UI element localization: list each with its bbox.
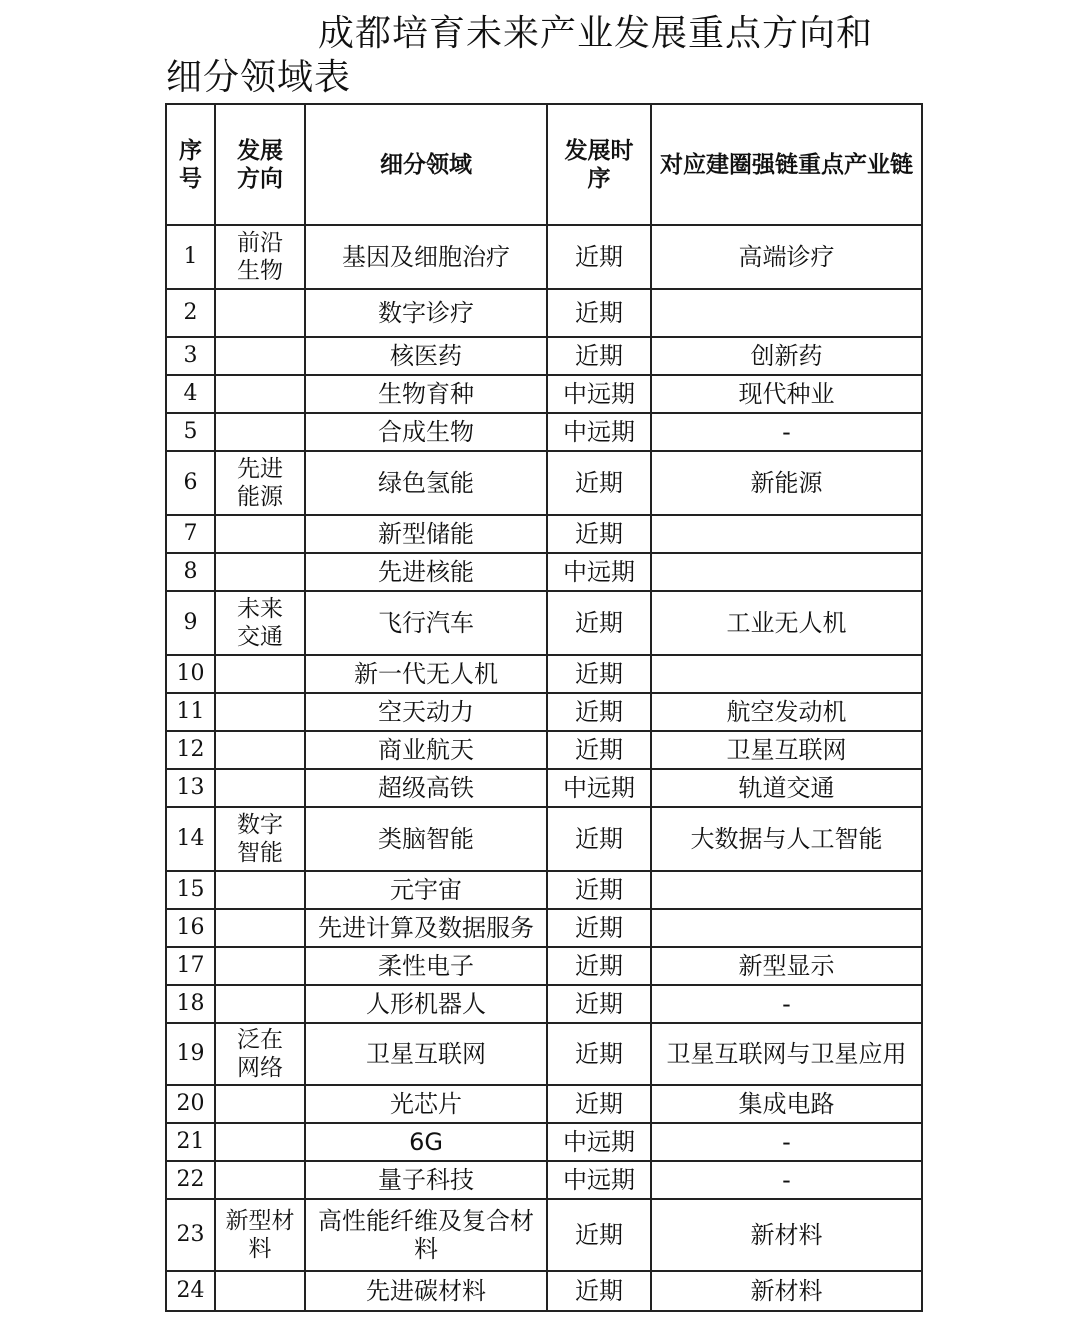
cell-field: 人形机器人 [305, 985, 547, 1023]
table-row [166, 413, 922, 451]
cell-chain [651, 655, 922, 693]
cell-period: 近期 [547, 591, 651, 655]
cell-chain: 大数据与人工智能 [651, 807, 922, 871]
cell-period: 近期 [547, 1085, 651, 1123]
cell-chain: 航空发动机 [651, 693, 922, 731]
table-row [166, 591, 922, 655]
cell-index: 22 [166, 1161, 215, 1199]
table-row [166, 731, 922, 769]
table-row [166, 1123, 922, 1161]
cell-direction: 先进能源 [215, 451, 305, 515]
table-row [166, 871, 922, 909]
table-row [166, 655, 922, 693]
cell-direction [215, 871, 305, 909]
cell-direction [215, 1161, 305, 1199]
cell-index: 20 [166, 1085, 215, 1123]
cell-chain: - [651, 1123, 922, 1161]
cell-period: 近期 [547, 289, 651, 337]
cell-period: 近期 [547, 909, 651, 947]
cell-index: 21 [166, 1123, 215, 1161]
cell-direction [215, 693, 305, 731]
cell-field: 绿色氢能 [305, 451, 547, 515]
cell-index: 3 [166, 337, 215, 375]
cell-direction [215, 375, 305, 413]
cell-index: 7 [166, 515, 215, 553]
cell-chain: - [651, 413, 922, 451]
cell-direction: 泛在网络 [215, 1023, 305, 1085]
table-row [166, 985, 922, 1023]
cell-chain: 集成电路 [651, 1085, 922, 1123]
cell-period: 近期 [547, 1023, 651, 1085]
header-row [166, 104, 922, 225]
cell-field: 新一代无人机 [305, 655, 547, 693]
cell-direction: 新型材料 [215, 1199, 305, 1271]
cell-period: 近期 [547, 807, 651, 871]
cell-direction [215, 1085, 305, 1123]
cell-field: 超级高铁 [305, 769, 547, 807]
cell-period: 近期 [547, 337, 651, 375]
cell-field: 生物育种 [305, 375, 547, 413]
cell-index: 1 [166, 225, 215, 289]
cell-direction [215, 909, 305, 947]
cell-chain: 高端诊疗 [651, 225, 922, 289]
title-line-2: 细分领域表 [166, 57, 352, 98]
cell-period: 近期 [547, 1199, 651, 1271]
cell-index: 16 [166, 909, 215, 947]
cell-field: 数字诊疗 [305, 289, 547, 337]
cell-field: 元宇宙 [305, 871, 547, 909]
cell-period: 近期 [547, 225, 651, 289]
cell-index: 9 [166, 591, 215, 655]
cell-chain: 轨道交通 [651, 769, 922, 807]
cell-field: 合成生物 [305, 413, 547, 451]
cell-chain [651, 553, 922, 591]
cell-field: 光芯片 [305, 1085, 547, 1123]
table-header [166, 104, 922, 225]
cell-field: 商业航天 [305, 731, 547, 769]
table-row [166, 451, 922, 515]
table-row [166, 693, 922, 731]
industry-table [165, 103, 923, 1312]
cell-direction [215, 337, 305, 375]
cell-field: 先进计算及数据服务 [305, 909, 547, 947]
cell-direction [215, 985, 305, 1023]
cell-direction [215, 655, 305, 693]
cell-direction [215, 289, 305, 337]
cell-field: 卫星互联网 [305, 1023, 547, 1085]
cell-chain: 新材料 [651, 1199, 922, 1271]
cell-chain: 现代种业 [651, 375, 922, 413]
table-row [166, 1085, 922, 1123]
cell-field: 先进碳材料 [305, 1271, 547, 1311]
header-direction: 发展方向 [215, 104, 305, 225]
cell-period: 中远期 [547, 1123, 651, 1161]
cell-index: 2 [166, 289, 215, 337]
table-row [166, 337, 922, 375]
cell-period: 中远期 [547, 553, 651, 591]
cell-chain: 新材料 [651, 1271, 922, 1311]
cell-direction [215, 515, 305, 553]
cell-chain [651, 289, 922, 337]
cell-index: 15 [166, 871, 215, 909]
cell-period: 近期 [547, 451, 651, 515]
cell-chain: 卫星互联网 [651, 731, 922, 769]
table-row [166, 515, 922, 553]
cell-chain: - [651, 985, 922, 1023]
cell-index: 10 [166, 655, 215, 693]
header-index: 序号 [166, 104, 215, 225]
cell-direction [215, 553, 305, 591]
cell-direction [215, 1123, 305, 1161]
cell-period: 中远期 [547, 1161, 651, 1199]
cell-direction [215, 731, 305, 769]
cell-direction [215, 947, 305, 985]
cell-index: 24 [166, 1271, 215, 1311]
cell-period: 近期 [547, 871, 651, 909]
cell-period: 近期 [547, 1271, 651, 1311]
header-field: 细分领域 [305, 104, 547, 225]
title-line-1: 成都培育未来产业发展重点方向和 [318, 13, 874, 54]
table-row [166, 947, 922, 985]
cell-period: 近期 [547, 693, 651, 731]
cell-chain: 工业无人机 [651, 591, 922, 655]
cell-chain [651, 871, 922, 909]
cell-direction [215, 769, 305, 807]
cell-period: 中远期 [547, 413, 651, 451]
cell-field: 空天动力 [305, 693, 547, 731]
cell-field: 新型储能 [305, 515, 547, 553]
cell-direction [215, 1271, 305, 1311]
document-title [0, 0, 1080, 104]
cell-period: 近期 [547, 985, 651, 1023]
cell-chain: 卫星互联网与卫星应用 [651, 1023, 922, 1085]
table-body [166, 225, 922, 1311]
table-row [166, 553, 922, 591]
table-row [166, 289, 922, 337]
table-row [166, 1271, 922, 1311]
cell-direction: 未来交通 [215, 591, 305, 655]
cell-period: 近期 [547, 731, 651, 769]
cell-period: 近期 [547, 515, 651, 553]
cell-index: 17 [166, 947, 215, 985]
cell-field: 基因及细胞治疗 [305, 225, 547, 289]
table-row [166, 1023, 922, 1085]
cell-index: 11 [166, 693, 215, 731]
cell-direction: 数字智能 [215, 807, 305, 871]
table-row [166, 375, 922, 413]
cell-field: 核医药 [305, 337, 547, 375]
cell-period: 近期 [547, 655, 651, 693]
cell-index: 14 [166, 807, 215, 871]
cell-field: 类脑智能 [305, 807, 547, 871]
cell-index: 6 [166, 451, 215, 515]
table-row [166, 807, 922, 871]
cell-field: 飞行汽车 [305, 591, 547, 655]
cell-index: 8 [166, 553, 215, 591]
cell-field: 高性能纤维及复合材料 [305, 1199, 547, 1271]
table-row [166, 1199, 922, 1271]
cell-index: 5 [166, 413, 215, 451]
cell-chain: 创新药 [651, 337, 922, 375]
cell-period: 中远期 [547, 769, 651, 807]
table-row [166, 225, 922, 289]
cell-index: 18 [166, 985, 215, 1023]
cell-field: 柔性电子 [305, 947, 547, 985]
table-row [166, 1161, 922, 1199]
cell-index: 12 [166, 731, 215, 769]
header-chain: 对应建圈强链重点产业链 [651, 104, 922, 225]
cell-period: 近期 [547, 947, 651, 985]
header-period: 发展时序 [547, 104, 651, 225]
cell-period: 中远期 [547, 375, 651, 413]
table-row [166, 769, 922, 807]
cell-direction: 前沿生物 [215, 225, 305, 289]
cell-chain: - [651, 1161, 922, 1199]
cell-index: 23 [166, 1199, 215, 1271]
cell-chain [651, 515, 922, 553]
cell-chain: 新能源 [651, 451, 922, 515]
table-row [166, 909, 922, 947]
cell-index: 19 [166, 1023, 215, 1085]
cell-field: 量子科技 [305, 1161, 547, 1199]
cell-direction [215, 413, 305, 451]
cell-field: 6G [305, 1123, 547, 1161]
cell-chain: 新型显示 [651, 947, 922, 985]
cell-index: 13 [166, 769, 215, 807]
cell-index: 4 [166, 375, 215, 413]
cell-field: 先进核能 [305, 553, 547, 591]
cell-chain [651, 909, 922, 947]
